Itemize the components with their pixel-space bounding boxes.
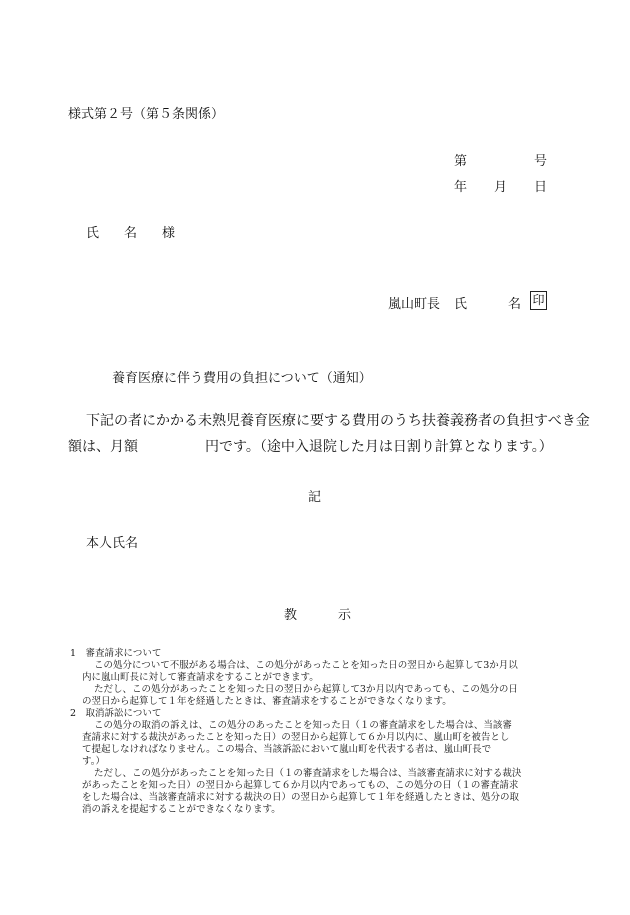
date-day: 日 xyxy=(534,180,548,195)
note-line: この処分について不服がある場合は、この処分があったことを知った日の翌日から起算して3か月以 xyxy=(94,660,518,671)
note-line: 査請求に対する裁決があったことを知った日）の翌日から起算して６か月以内に、嵐山町を被告とし xyxy=(82,732,510,743)
body-line-1: 下記の者にかかる未熟児養育医療に要する費用のうち扶養義務者の負担すべき金 xyxy=(86,413,590,429)
kyoji-heading-left: 教 xyxy=(284,608,298,623)
form-number-label: 様式第２号（第５条関係） xyxy=(68,107,225,122)
kyoji-heading-right: 示 xyxy=(338,608,352,623)
note-line: 1 審査請求について xyxy=(70,648,162,659)
note-line: ただし、この処分があったことを知った日の翌日から起算して3か月以内であっても、この処分の日 xyxy=(94,684,518,695)
note-line: をした場合は、当該審査請求に対する裁決の日）の翌日から起算して１年を経過したときは、処分の取 xyxy=(82,792,520,803)
body-line-2a: 額は、月額 xyxy=(68,439,138,455)
addressee-shi: 氏 xyxy=(86,226,100,241)
note-line: す。） xyxy=(82,756,105,767)
ref-number-suffix: 号 xyxy=(534,154,548,169)
sender-shi: 氏 xyxy=(454,297,468,312)
note-line: があったことを知った日）の翌日から起算して６か月以内であってもの、この処分の日（１の審査請求 xyxy=(82,780,519,791)
sender-mei: 名 xyxy=(508,297,522,312)
body-line-2b: 円です。（途中入退院した月は日割り計算となります。） xyxy=(205,439,553,455)
date-year: 年 xyxy=(454,180,468,195)
note-line: ただし、この処分があったことを知った日（１の審査請求をした場合は、当該審査請求に対する裁決 xyxy=(94,768,522,779)
addressee-sama: 様 xyxy=(162,226,176,241)
note-line: 消の訴えを提起することができなくなります。 xyxy=(82,804,281,815)
notice-subject: 養育医療に伴う費用の負担について（通知） xyxy=(112,371,372,386)
date-month: 月 xyxy=(494,180,508,195)
addressee-mei: 名 xyxy=(124,226,138,241)
seal-mark xyxy=(530,291,547,310)
note-line: この処分の取消の訴えは、この処分のあったことを知った日（１の審査請求をした場合は、当該審 xyxy=(94,720,512,731)
note-line: 内に嵐山町長に対して審査請求をすることができます。 xyxy=(82,672,319,683)
note-line: の翌日から起算して１年を経過したときは、審査請求をすることができなくなります。 xyxy=(82,696,452,707)
note-line: て提起しなければなりません。この場合、当該訴訟において嵐山町を代表する者は、嵐山町長で xyxy=(82,744,492,755)
sender-title: 嵐山町長 xyxy=(388,297,441,312)
person-name-label: 本人氏名 xyxy=(86,536,139,551)
instruction-notes xyxy=(70,648,590,816)
note-line: 2 取消訴訟について xyxy=(70,708,162,719)
ref-number-prefix: 第 xyxy=(454,154,468,169)
ki-heading: 記 xyxy=(308,490,322,505)
seal-label: 印 xyxy=(530,291,547,310)
